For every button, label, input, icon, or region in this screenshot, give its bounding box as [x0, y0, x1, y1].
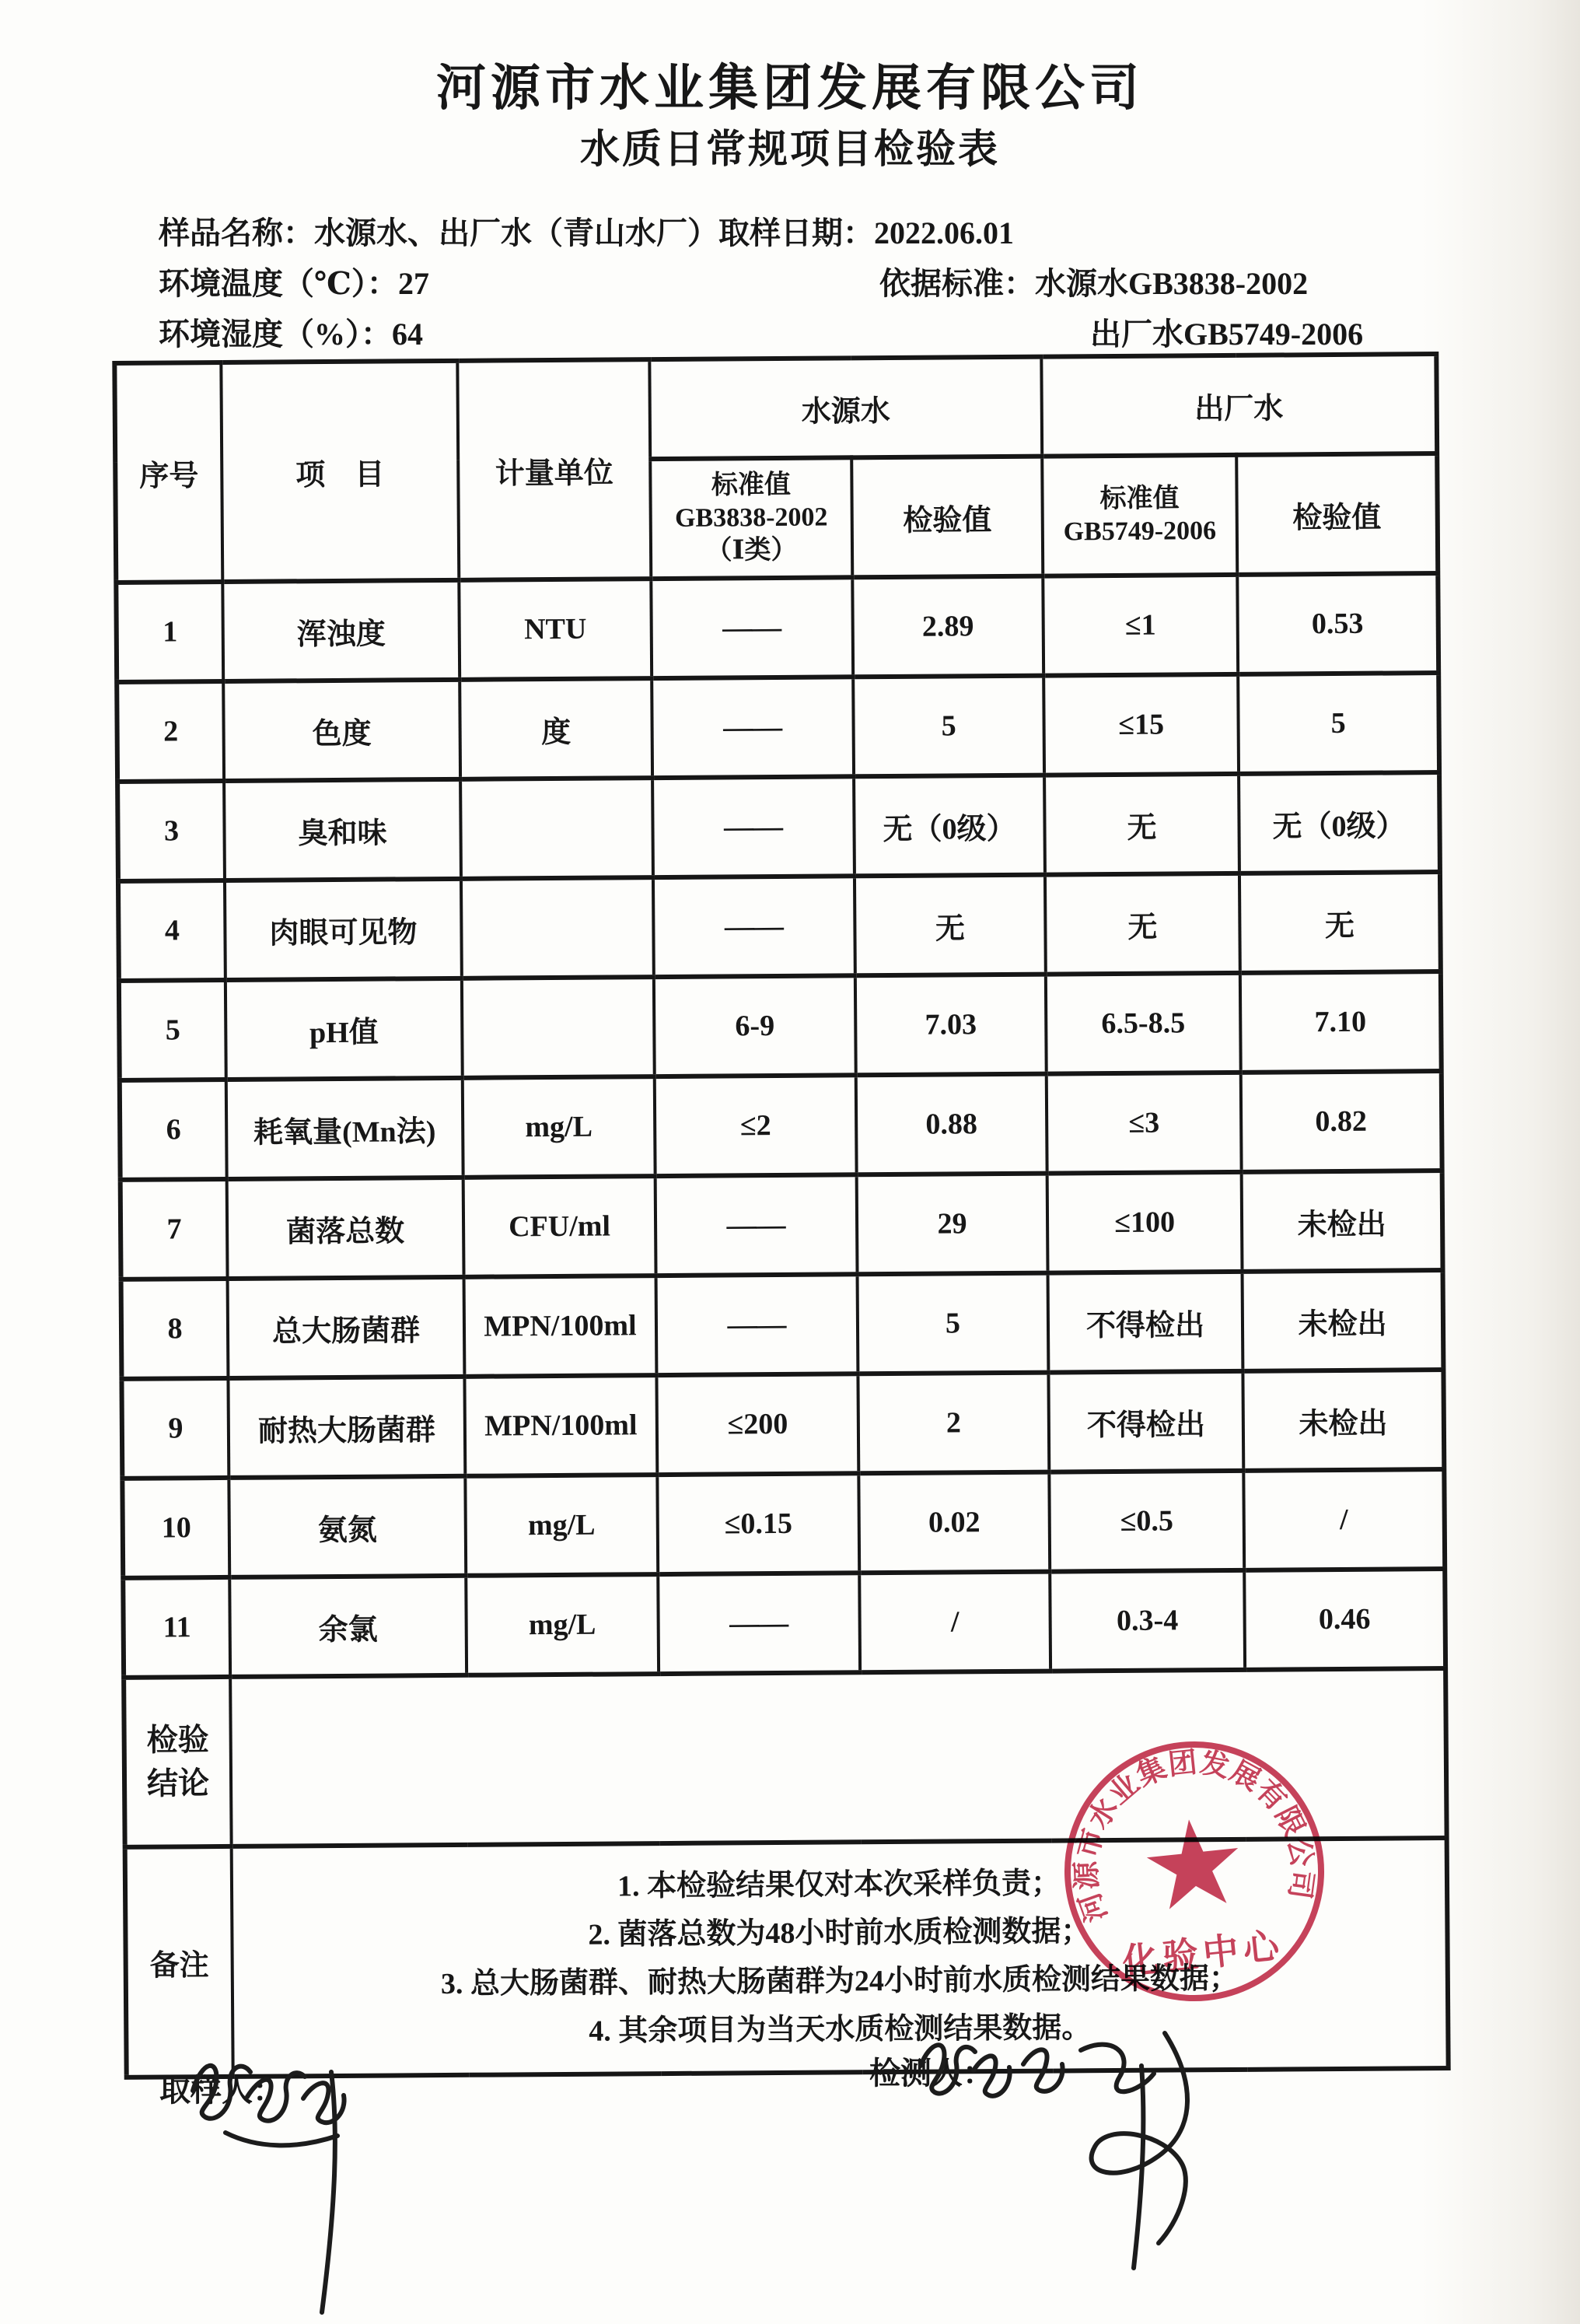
row-source-value: 29 [857, 1174, 1048, 1275]
remark-line: 1. 本检验结果仅对本次采样负责； [617, 1867, 1061, 1903]
table-row [117, 772, 1440, 881]
row-source-standard: 6-9 [654, 975, 856, 1076]
row-factory-standard: ≤100 [1047, 1172, 1243, 1273]
row-source-standard: ≤200 [656, 1374, 858, 1475]
row-factory-value: 7.10 [1240, 971, 1442, 1073]
row-no: 2 [117, 681, 224, 782]
table-row [117, 673, 1439, 782]
row-no: 6 [120, 1080, 227, 1180]
row-unit: MPN/100ml [464, 1276, 657, 1377]
row-source-standard: —— [655, 1174, 858, 1276]
env-humidity-value: 64 [392, 317, 423, 352]
sampler-label: 取样人： [159, 2073, 284, 2108]
row-source-standard: —— [652, 776, 855, 877]
table-row [118, 872, 1441, 981]
row-factory-value: 0.82 [1241, 1071, 1442, 1172]
row-unit: 度 [460, 678, 652, 779]
row-factory-value: 无（0级） [1239, 772, 1440, 873]
info-line-sample [159, 208, 1480, 259]
table-row [122, 1469, 1445, 1578]
row-unit: CFU/ml [463, 1176, 656, 1277]
row-no: 11 [123, 1577, 230, 1678]
header-source-standard [650, 457, 852, 579]
row-factory-standard: 无 [1045, 873, 1240, 975]
row-item: 总大肠菌群 [228, 1277, 465, 1378]
row-factory-standard: ≤3 [1047, 1073, 1242, 1174]
row-source-value: / [859, 1572, 1050, 1673]
header-group-factory-water: 出厂水 [1041, 354, 1437, 457]
conclusion-label-line1: 检验 [146, 1722, 209, 1758]
row-source-standard: ≤2 [655, 1075, 857, 1176]
standard-source-value: 水源水GB3838-2002 [1035, 266, 1309, 301]
header-unit: 计量单位 [457, 359, 651, 580]
row-source-value: 7.03 [855, 975, 1047, 1076]
row-unit: MPN/100ml [464, 1375, 657, 1476]
row-item: 余氯 [229, 1576, 467, 1677]
row-unit: mg/L [466, 1574, 659, 1675]
row-factory-value: 未检出 [1243, 1270, 1444, 1371]
row-item: 肉眼可见物 [225, 879, 462, 980]
row-factory-standard: 0.3-4 [1050, 1570, 1245, 1671]
conclusion-label-line2: 结论 [146, 1766, 210, 1801]
row-no: 10 [122, 1478, 229, 1578]
row-no: 5 [119, 980, 226, 1080]
header-group-source-water: 水源水 [649, 357, 1042, 460]
row-item: 臭和味 [224, 779, 461, 880]
row-item: 耗氧量(Mn法) [226, 1078, 463, 1179]
row-item: 浑浊度 [222, 580, 460, 681]
row-factory-value: 未检出 [1242, 1171, 1443, 1272]
tester-label: 检测人： [869, 2056, 994, 2091]
row-factory-value: 0.46 [1244, 1569, 1445, 1670]
company-title: 河源市水业集团发展有限公司 [436, 61, 1144, 116]
source-standard-class: （Ⅰ类） [705, 535, 798, 565]
row-factory-value: 0.53 [1237, 573, 1438, 674]
factory-standard-line1: 标准值 [1099, 484, 1180, 514]
row-no: 9 [121, 1378, 229, 1479]
table-row [123, 1569, 1445, 1678]
header-factory-standard [1042, 455, 1237, 576]
row-source-value: 无（0级） [854, 775, 1045, 877]
conclusion-label [124, 1677, 232, 1847]
row-factory-standard: ≤1 [1043, 575, 1238, 676]
row-unit: NTU [459, 579, 652, 680]
remark-line: 4. 其余项目为当天水质检测结果数据。 [589, 2011, 1092, 2048]
row-source-standard: —— [658, 1573, 860, 1674]
sample-name-label: 样品名称： [159, 215, 314, 250]
row-factory-value: 无 [1239, 872, 1441, 973]
row-source-value: 2 [858, 1373, 1049, 1474]
sample-name-value: 水源水、出厂水（青山水厂） [314, 215, 718, 250]
table-row [120, 1071, 1442, 1180]
row-factory-value: / [1243, 1469, 1445, 1570]
row-source-value: 无 [855, 875, 1046, 976]
star-icon [1143, 1815, 1243, 1911]
row-source-standard: —— [656, 1274, 858, 1375]
env-temp-value: 27 [397, 266, 429, 301]
header-no: 序号 [114, 362, 222, 583]
row-unit [461, 877, 654, 978]
row-item: 氨氮 [229, 1476, 466, 1577]
source-standard-line1: 标准值 [711, 470, 792, 500]
header-source-value: 检验值 [851, 457, 1043, 578]
row-source-value: 2.89 [852, 576, 1043, 677]
row-factory-value: 5 [1238, 673, 1439, 774]
row-factory-standard: ≤15 [1043, 674, 1239, 775]
table-row [116, 573, 1438, 682]
remark-line: 3. 总大肠菌群、耐热大肠菌群为24小时前水质检测结果数据； [440, 1962, 1239, 2001]
sample-date-label: 取样日期： [718, 215, 874, 250]
row-no: 1 [116, 582, 223, 682]
env-humidity-label: 环境湿度（%）： [159, 317, 392, 352]
env-temp-label: 环境温度（℃）： [159, 266, 398, 301]
row-no: 3 [117, 781, 225, 881]
table-row [121, 1270, 1444, 1379]
row-item: 菌落总数 [227, 1178, 464, 1279]
company-seal [1032, 1709, 1357, 2034]
info-line-temperature [159, 259, 1480, 310]
standard-basis-label: 依据标准： [879, 266, 1035, 301]
row-factory-value: 未检出 [1243, 1370, 1444, 1471]
row-factory-standard: 无 [1044, 774, 1239, 875]
row-source-value: 5 [853, 676, 1044, 777]
factory-standard-code: GB5749-2006 [1063, 516, 1217, 547]
standard-factory-value: 出厂水GB5749-2006 [1090, 317, 1364, 352]
row-no: 7 [121, 1179, 228, 1279]
row-source-standard: —— [651, 577, 853, 678]
sampler-signature [179, 2036, 412, 2324]
seal-ring-text: 河源市水业集团发展有限公司 [1071, 1746, 1318, 1927]
table-row [121, 1171, 1443, 1279]
sample-date-value: 2022.06.01 [874, 215, 1014, 250]
table-row [121, 1370, 1444, 1479]
row-source-standard: —— [653, 876, 855, 977]
row-factory-standard: ≤0.5 [1049, 1471, 1244, 1572]
row-unit [460, 778, 653, 879]
header-item: 项 目 [221, 361, 459, 582]
row-item: 色度 [223, 680, 460, 781]
row-factory-standard: 不得检出 [1048, 1371, 1243, 1472]
standard-basis [879, 259, 1308, 303]
row-source-value: 5 [858, 1273, 1049, 1374]
row-source-value: 0.02 [858, 1472, 1050, 1573]
info-block [159, 208, 1480, 360]
remarks-label: 备注 [125, 1846, 233, 2077]
source-standard-code: GB3838-2002 [674, 502, 828, 533]
header-factory-value: 检验值 [1236, 453, 1438, 575]
row-unit [462, 977, 655, 1078]
row-no: 4 [118, 880, 225, 981]
row-item: pH值 [225, 978, 463, 1080]
row-source-standard: ≤0.15 [657, 1473, 859, 1574]
row-factory-standard: 不得检出 [1048, 1272, 1243, 1373]
remark-line: 2. 菌落总数为48小时前水质检测数据； [588, 1915, 1091, 1951]
report-title: 水质日常规项目检验表 [579, 128, 1000, 172]
row-unit: mg/L [463, 1076, 655, 1178]
seal-center-text: 化验中心 [1120, 1925, 1286, 1983]
row-source-value: 0.88 [856, 1074, 1047, 1175]
tester-signature [908, 2019, 1243, 2284]
row-source-standard: —— [652, 677, 854, 778]
row-no: 8 [121, 1279, 229, 1379]
row-factory-standard: 6.5-8.5 [1046, 973, 1241, 1074]
row-unit: mg/L [465, 1475, 658, 1576]
table-row [119, 971, 1442, 1080]
row-item: 耐热大肠菌群 [228, 1377, 465, 1478]
